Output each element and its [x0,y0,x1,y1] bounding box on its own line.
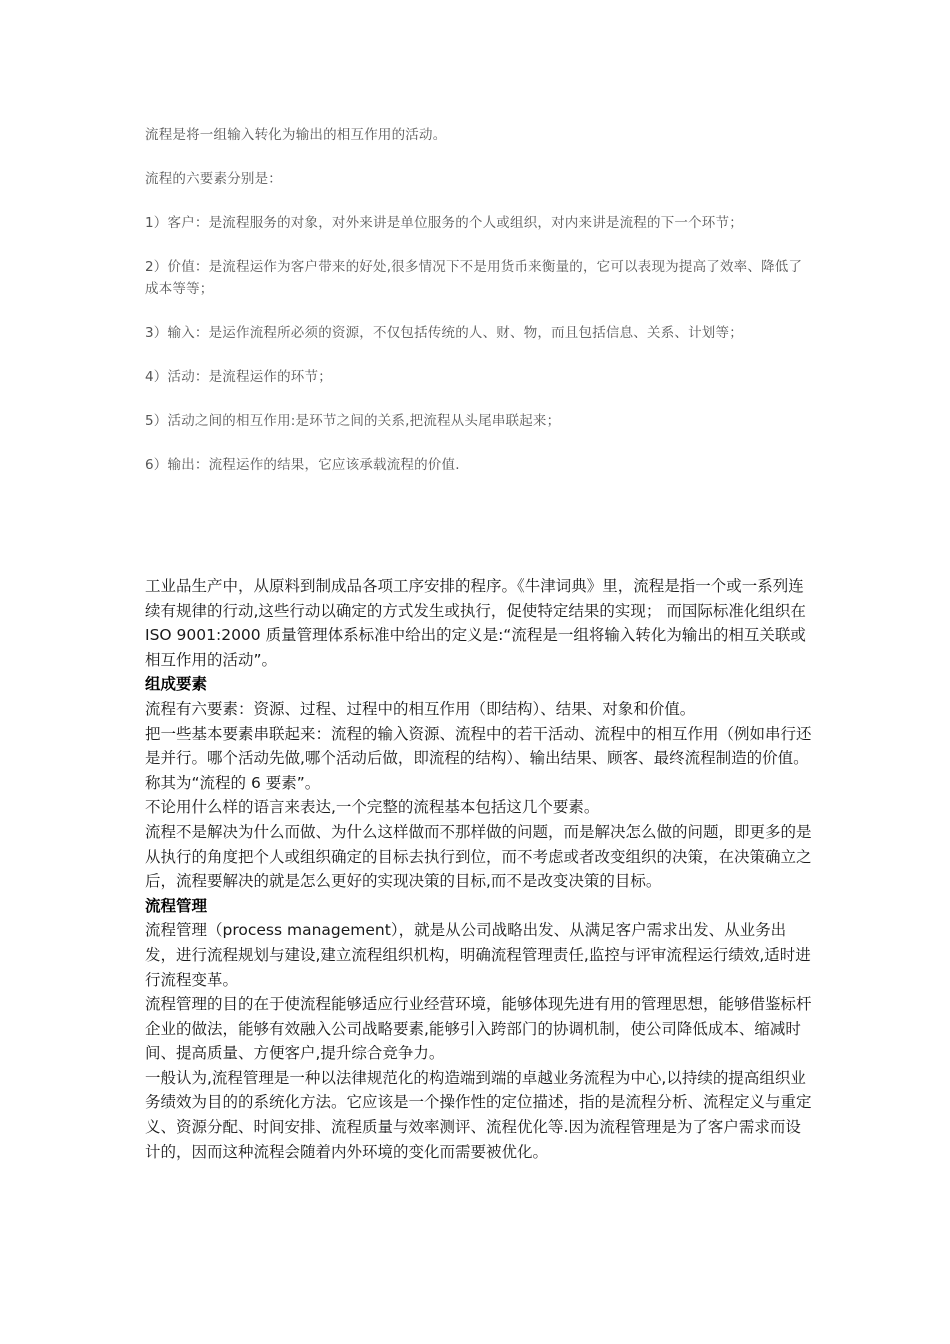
element-item-6: 6）输出：流程运作的结果，它应该承载流程的价值. [145,457,460,473]
opening-paragraph: 工业品生产中，从原料到制成品各项工序安排的程序。《牛津词典》里，流程是指一个或一系列连续有规律的行动,这些行动以确定的方式发生或执行，促使特定结果的实现； 而国际标准化组织在 ISO 9001:2000 质量管理体系标准中给出的定义是:“流程是一组将输入转化为输出的相互关联或相互作用的活动”。 [145,577,806,669]
section-heading-process-management: 流程管理 [145,896,208,915]
main-body [145,574,815,1164]
components-paragraph-1: 流程有六要素：资源、过程、过程中的相互作用（即结构）、结果、对象和价值。 [145,699,696,718]
intro-section [145,124,815,498]
section-heading-components: 组成要素 [145,675,208,694]
element-item-1: 1）客户：是流程服务的对象，对外来讲是单位服务的个人或组织，对内来讲是流程的下一个环节； [145,215,743,231]
components-paragraph-4: 流程不是解决为什么而做、为什么这样做而不那样做的问题，而是解决怎么做的问题，即更多的是从执行的角度把个人或组织确定的目标去执行到位，而不考虑或者改变组织的决策，在决策确立之后，流程要解决的就是怎么更好的实现决策的目标,而不是改变决策的目标。 [145,822,812,891]
management-paragraph-1: 流程管理（process management），就是从公司战略出发、从满足客户需求出发、从业务出发，进行流程规划与建设,建立流程组织机构，明确流程管理责任,监控与评审流程运行绩效,适时进行流程变革。 [145,921,811,989]
element-item-4: 4）活动：是流程运作的环节； [145,369,332,385]
definition-paragraph: 流程是将一组输入转化为输出的相互作用的活动。 [145,127,447,143]
components-paragraph-3: 不论用什么样的语言来表达,一个完整的流程基本包括这几个要素。 [145,798,600,817]
element-item-3: 3）输入：是运作流程所必须的资源，不仅包括传统的人、财、物，而且包括信息、关系、计划等； [145,325,743,341]
management-paragraph-2: 流程管理的目的在于使流程能够适应行业经营环境，能够体现先进有用的管理思想，能够借鉴标杆企业的做法，能够有效融入公司战略要素,能够引入跨部门的协调机制，使公司降低成本、缩减时间、提高质量、方便客户,提升综合竞争力。 [145,995,812,1063]
element-item-2: 2）价值：是流程运作为客户带来的好处,很多情况下不是用货币来衡量的，它可以表现为提高了效率、降低了成本等等； [145,259,803,297]
components-paragraph-2: 把一些基本要素串联起来：流程的输入资源、流程中的若干活动、流程中的相互作用（例如串行还是并行。哪个活动先做,哪个活动后做，即流程的结构）、输出结果、顾客、最终流程制造的价值。称其为“流程的 6 要素”。 [145,724,812,792]
element-item-5: 5）活动之间的相互作用:是环节之间的关系,把流程从头尾串联起来； [145,413,561,429]
six-elements-lead: 流程的六要素分别是： [145,171,282,187]
management-paragraph-3: 一般认为,流程管理是一种以法律规范化的构造端到端的卓越业务流程为中心,以持续的提高组织业务绩效为目的的系统化方法。它应该是一个操作性的定位描述，指的是流程分析、流程定义与重定义、资源分配、时间安排、流程质量与效率测评、流程优化等.因为流程管理是为了客户需求而设计的，因而这种流程会随着内外环境的变化而需要被优化。 [145,1068,812,1161]
